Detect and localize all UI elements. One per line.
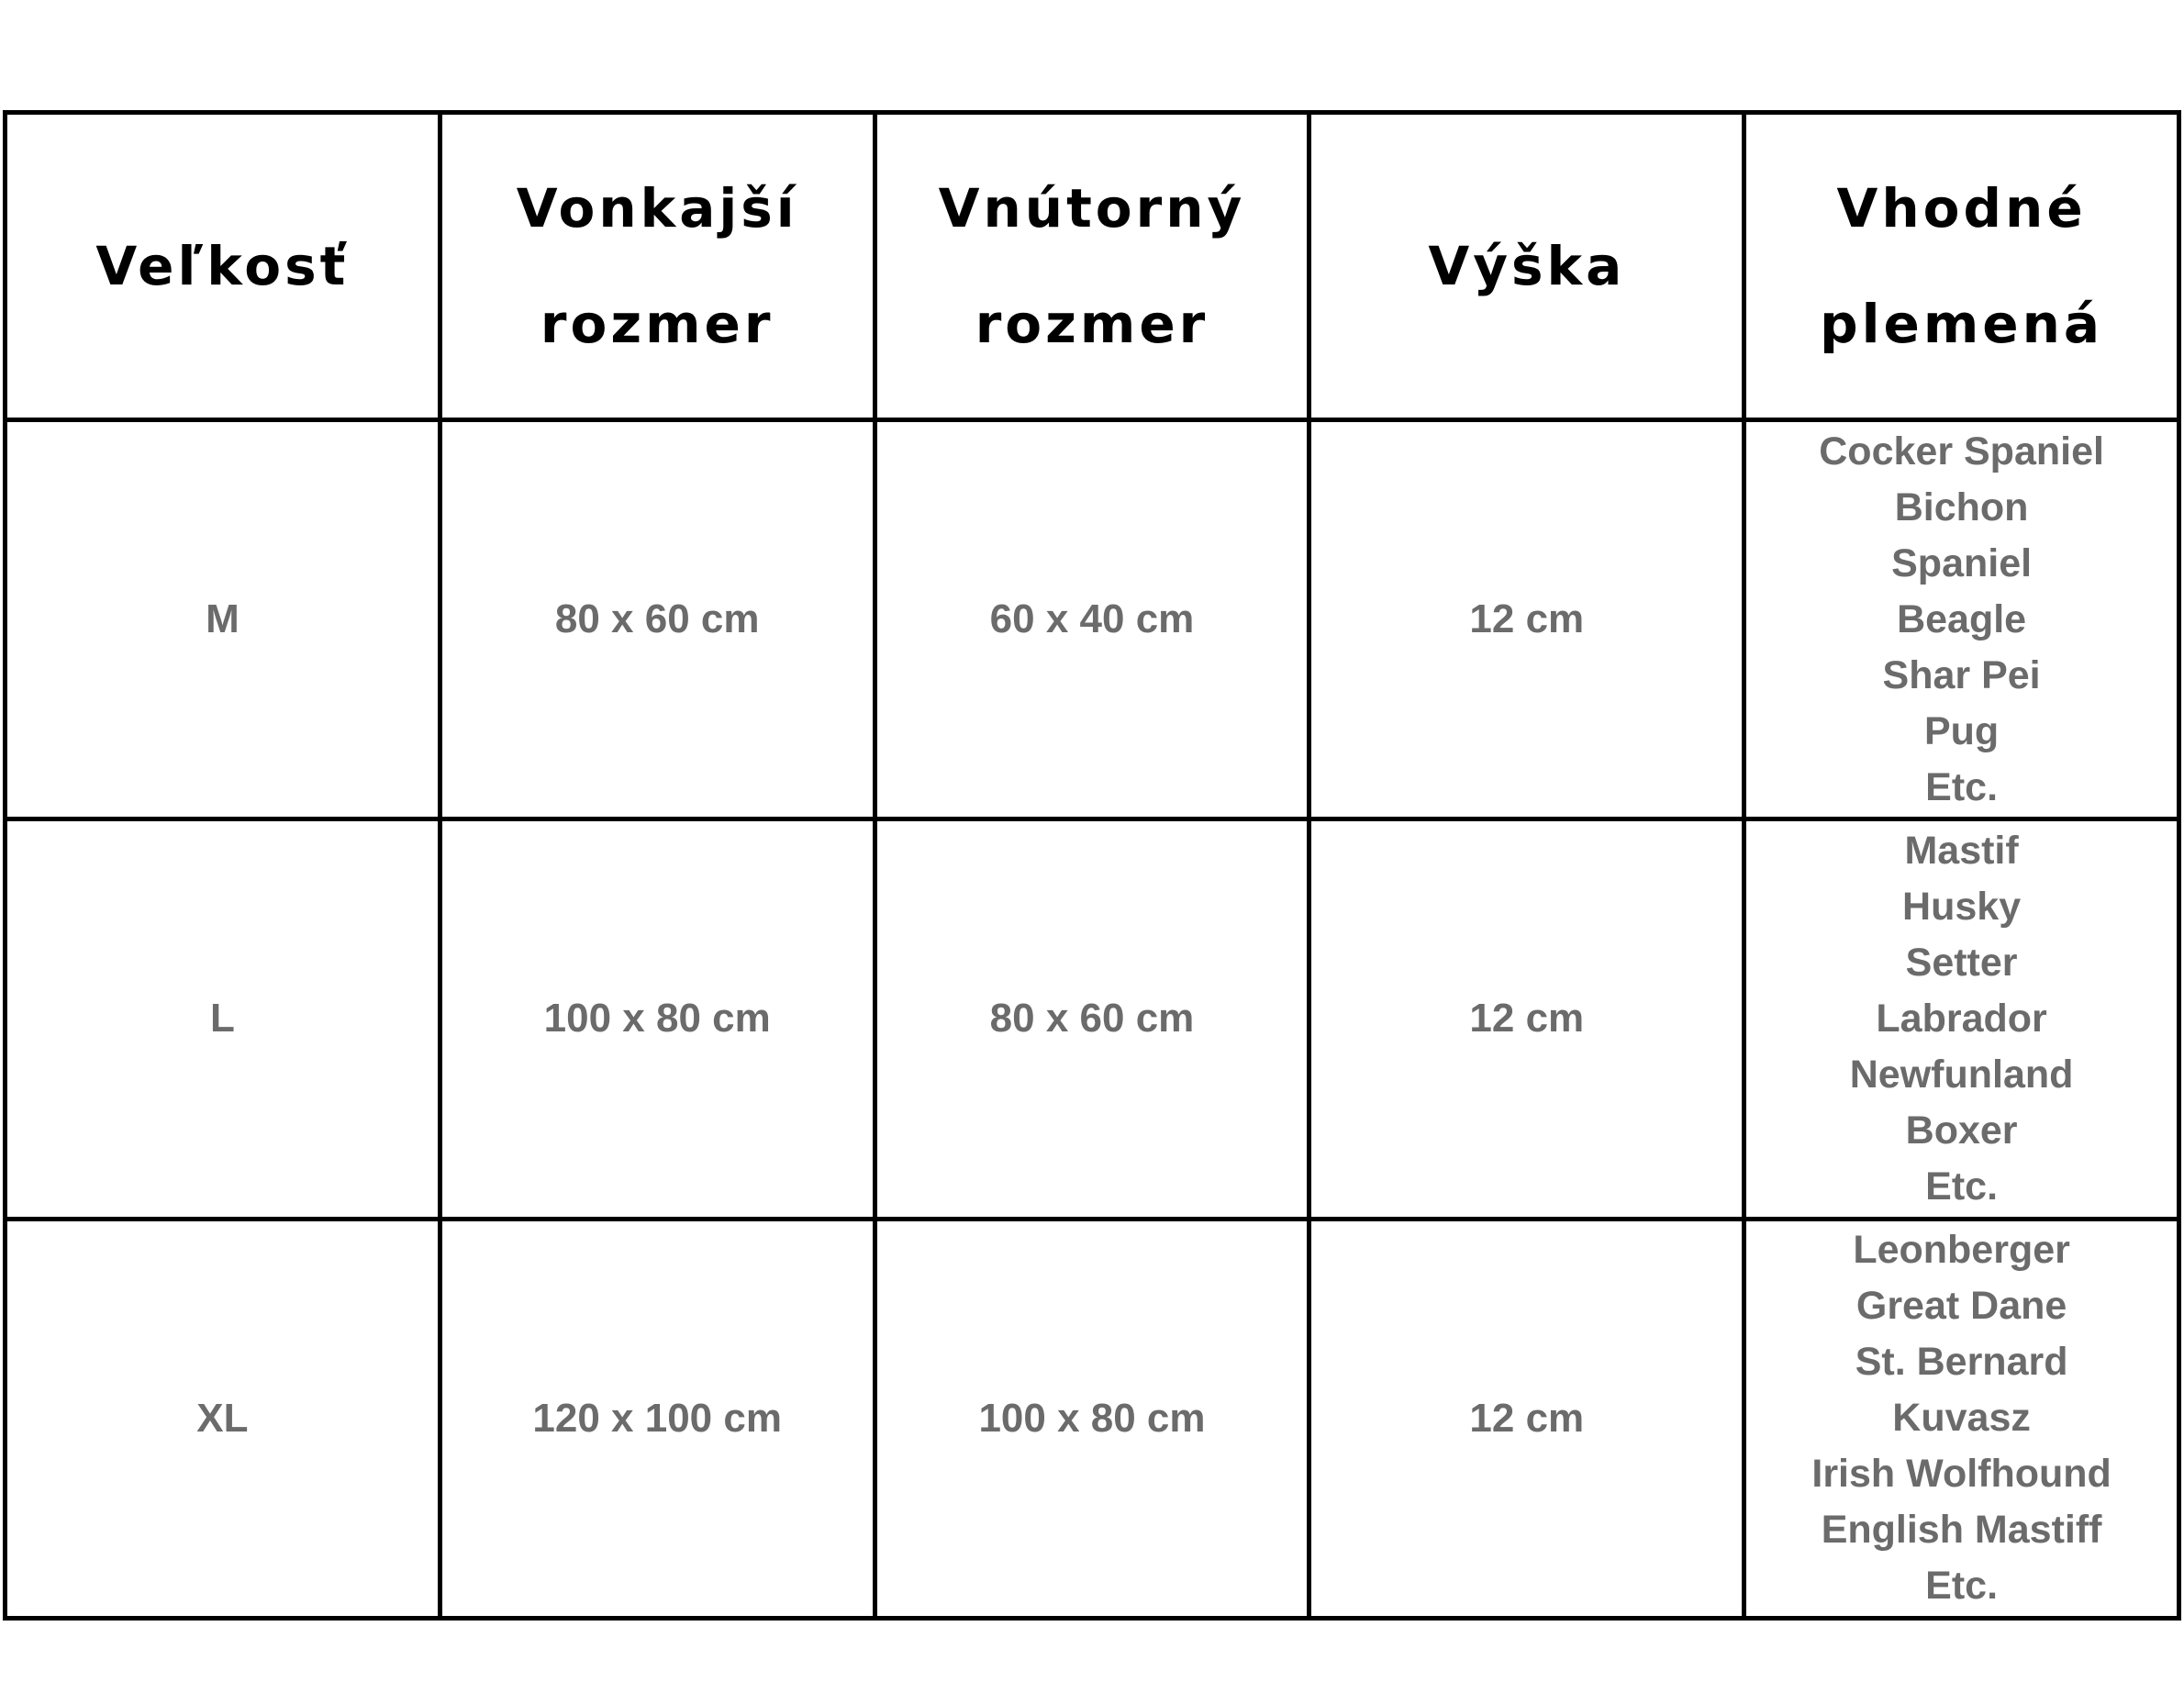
breed-item: Labrador: [1876, 996, 2047, 1041]
header-size-label: Veľkosť: [95, 235, 350, 297]
breed-item: Setter: [1905, 940, 2018, 985]
breed-item: Great Dane: [1855, 1284, 2067, 1329]
size-table: [3, 110, 2181, 1621]
outer-dimension-cell: 80 x 60 cm: [440, 420, 875, 819]
breed-item: Etc.: [1925, 1564, 1999, 1609]
breed-item: Spaniel: [1891, 540, 2033, 585]
inner-dimension-cell: 60 x 40 cm: [875, 420, 1309, 819]
table-row: [6, 420, 2179, 819]
table-row: [6, 1219, 2179, 1618]
breed-item: English Mastiff: [1821, 1508, 2102, 1553]
outer-dimension-cell: 120 x 100 cm: [440, 1219, 875, 1618]
breed-item: Newfunland: [1849, 1052, 2074, 1097]
breed-item: Irish Wolfhound: [1811, 1452, 2112, 1497]
size-cell: M: [6, 420, 440, 819]
header-breeds-line-2: plemená: [1820, 293, 2104, 355]
size-cell: L: [6, 819, 440, 1219]
inner-dimension-cell: 80 x 60 cm: [875, 819, 1309, 1219]
header-outer-line-1: Vonkajší: [516, 177, 798, 239]
breed-item: Mastif: [1904, 828, 2019, 873]
breed-item: Etc.: [1925, 1164, 1999, 1209]
height-cell: 12 cm: [1309, 819, 1744, 1219]
breed-item: Shar Pei: [1882, 652, 2041, 697]
breed-item: Kuvasz: [1892, 1396, 2031, 1441]
breed-item: Pug: [1923, 708, 2000, 753]
header-height-label: Výška: [1428, 235, 1626, 297]
breeds-cell: [1744, 420, 2179, 819]
breeds-cell: [1744, 1219, 2179, 1618]
header-outer-line-2: rozmer: [540, 293, 774, 355]
header-size: [6, 113, 440, 420]
breed-item: Bichon: [1894, 485, 2029, 529]
breed-item: Husky: [1902, 884, 2022, 929]
inner-dimension-cell: 100 x 80 cm: [875, 1219, 1309, 1618]
height-cell: 12 cm: [1309, 1219, 1744, 1618]
height-cell: 12 cm: [1309, 420, 1744, 819]
header-breeds: [1744, 113, 2179, 420]
table-row: [6, 819, 2179, 1219]
header-inner-dimension: [875, 113, 1309, 420]
breed-item: Leonberger: [1853, 1228, 2070, 1273]
breed-item: Boxer: [1905, 1108, 2018, 1153]
breeds-cell: [1744, 819, 2179, 1219]
outer-dimension-cell: 100 x 80 cm: [440, 819, 875, 1219]
breed-item: St. Bernard: [1855, 1340, 2068, 1385]
header-breeds-line-1: Vhodné: [1836, 177, 2087, 239]
header-row: [6, 113, 2179, 420]
header-inner-line-2: rozmer: [975, 293, 1209, 355]
breed-item: Beagle: [1897, 596, 2027, 641]
breed-item: Cocker Spaniel: [1819, 429, 2104, 473]
header-height: [1309, 113, 1744, 420]
header-outer-dimension: [440, 113, 875, 420]
breed-item: Etc.: [1925, 764, 1999, 809]
header-inner-line-1: Vnútorný: [938, 177, 1246, 239]
size-cell: XL: [6, 1219, 440, 1618]
